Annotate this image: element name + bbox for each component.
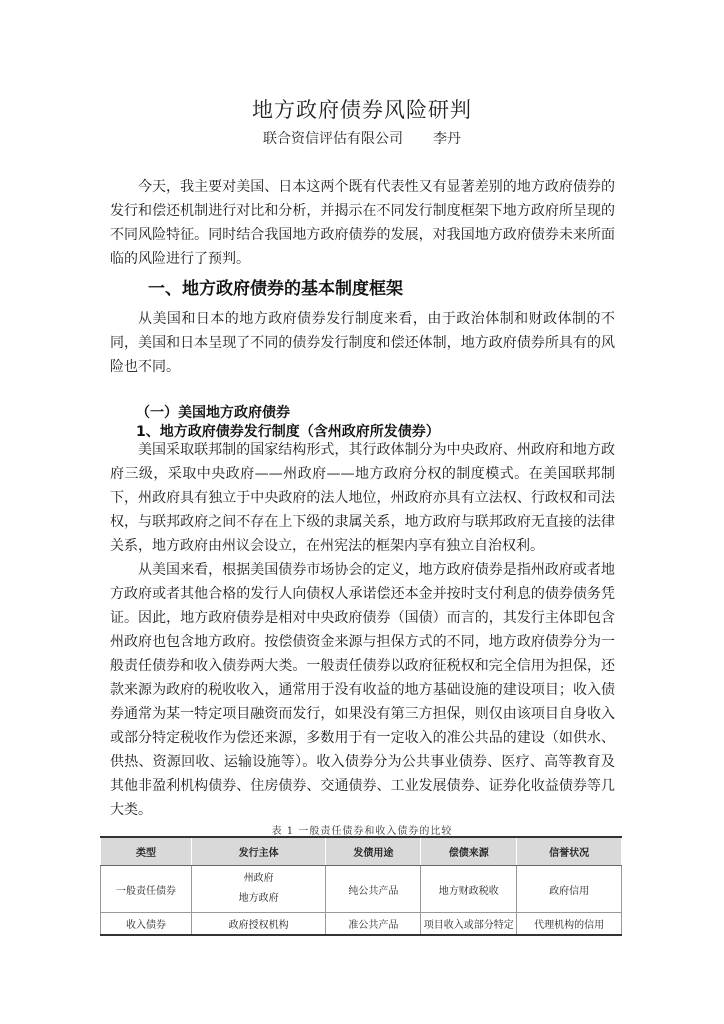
table-header: 偿债来源 (421, 837, 517, 866)
table-cell: 纯公共产品 (326, 866, 421, 913)
intro-paragraph: 今天，我主要对美国、日本这两个既有代表性又有显著差别的地方政府债券的发行和偿还机制进行对比和分析，并揭示在不同发行制度框架下地方政府所呈现的不同风险特征。同时结合我国地方政府债券的发展，对我国地方政府债券未来所面临的风险进行了预判。 (110, 179, 615, 267)
comparison-table (100, 836, 622, 936)
table-header: 发行主体 (191, 837, 325, 866)
sub-subsection-heading: 1、地方政府债券发行制度（含州政府所发债券） (136, 424, 440, 440)
table-header: 信誉状况 (517, 837, 622, 866)
table-row (101, 913, 622, 936)
table-header-row (101, 837, 622, 866)
table-header: 发债用途 (326, 837, 421, 866)
body-paragraph-1: 美国采取联邦制的国家结构形式，其行政体制分为中央政府、州政府和地方政府三级，采取中央政府——州政府——地方政府分权的制度模式。在美国联邦制下，州政府具有独立于中央政府的法人地位，州政府亦具有立法权、行政权和司法权，与联邦政府之间不存在上下级的隶属关系，地方政府与联邦政府无直接的法律关系，地方政府由州议会设立，在州宪法的框架内享有独立自治权利。 (110, 442, 615, 554)
table-cell: 项目收入或部分特定 (421, 913, 517, 936)
table-cell: 收入债券 (101, 913, 192, 936)
table-cell: 准公共产品 (326, 913, 421, 936)
section-heading: 一、地方政府债券的基本制度框架 (148, 279, 403, 299)
table-cell: 一般责任债券 (101, 866, 192, 913)
table-cell (191, 866, 325, 913)
table-cell: 政府授权机构 (191, 913, 325, 936)
table-cell: 代理机构的信用 (517, 913, 622, 936)
table-row (101, 866, 622, 913)
subsection-heading: （一）美国地方政府债券 (136, 405, 290, 421)
author-org: 联合资信评估有限公司 (263, 131, 403, 147)
table-caption: 表 1 一般责任债券和收入债券的比较 (271, 826, 453, 837)
table-cell: 地方财政税收 (421, 866, 517, 913)
document-title: 地方政府债券风险研判 (252, 98, 472, 122)
table-cell: 政府信用 (517, 866, 622, 913)
table-cell-line: 地方政府 (238, 893, 279, 904)
author-line (0, 128, 724, 148)
body-paragraph-2: 从美国来看，根据美国债券市场协会的定义，地方政府债券是指州政府或者地方政府或者其他合格的发行人向债权人承诺偿还本金并按时支付利息的债券债务凭证。因此，地方政府债券是相对中央政府债券（国债）而言的，其发行主体即包含州政府也包含地方政府。按偿债资金来源与担保方式的不同，地方政府债券分为一般责任债券和收入债券两大类。一般责任债券以政府征税权和完全信用为担保，还款来源为政府的税收收入，通常用于没有收益的地方基础设施的建设项目；收入债券通常为某一特定项目融资而发行，如果没有第三方担保，则仅由该项目自身收入或部分特定税收作为偿还来源，多数用于有一定收入的准公共品的建设（如供水、供热、资源回收、运输设施等）。收入债券分为公共事业债券、医疗、高等教育及其他非盈利机构债券、住房债券、交通债券、工业发展债券、证券化收益债券等几大类。 (110, 562, 615, 818)
table-header: 类型 (101, 837, 192, 866)
author-name: 李丹 (433, 131, 461, 147)
table-cell-line: 州政府 (243, 873, 274, 884)
section-paragraph: 从美国和日本的地方政府债券发行制度来看，由于政治体制和财政体制的不同，美国和日本呈现了不同的债券发行制度和偿还体制，地方政府债券所具有的风险也不同。 (110, 311, 615, 375)
